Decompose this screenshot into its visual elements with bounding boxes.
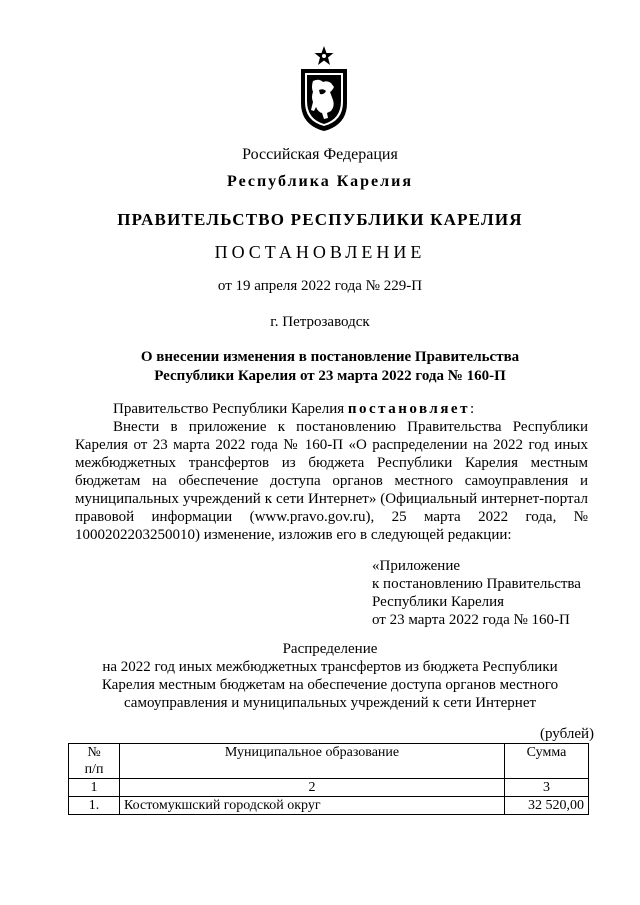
distribution-line-2: Карелия местным бюджетам на обеспечение доступа органов местного bbox=[101, 677, 559, 693]
header-number-line-2: п/п bbox=[84, 762, 104, 777]
header-sum: Сумма bbox=[505, 744, 589, 779]
table-header-row bbox=[69, 744, 589, 779]
intro-suffix: : bbox=[469, 401, 475, 417]
currency-unit: (рублей) bbox=[540, 726, 595, 742]
distribution-line-1: на 2022 год иных межбюджетных трансфертов из бюджета Республики bbox=[102, 659, 558, 675]
row-number: 1. bbox=[69, 797, 120, 815]
table-row bbox=[69, 797, 589, 815]
distribution-heading: Распределение bbox=[282, 641, 378, 657]
intro-prefix: Правительство Республики Карелия bbox=[113, 401, 348, 417]
appendix-note bbox=[372, 557, 581, 629]
row-sum: 32 520,00 bbox=[505, 797, 589, 815]
column-number-1: 1 bbox=[69, 779, 120, 797]
coat-of-arms-icon bbox=[297, 45, 351, 133]
document-subject bbox=[140, 348, 520, 386]
header-number bbox=[69, 744, 120, 779]
intro-resolves: постановляет bbox=[347, 401, 470, 417]
appendix-line-3: Республики Карелия bbox=[372, 594, 505, 610]
header-municipality: Муниципальное образование bbox=[120, 744, 505, 779]
column-number-3: 3 bbox=[505, 779, 589, 797]
date-number: от 19 апреля 2022 года № 229-П bbox=[217, 278, 423, 294]
government-title: ПРАВИТЕЛЬСТВО РЕСПУБЛИКИ КАРЕЛИЯ bbox=[117, 210, 523, 229]
subject-line-1: О внесении изменения в постановление Правительства bbox=[140, 349, 520, 365]
republic-name: Республика Карелия bbox=[227, 173, 413, 190]
body-paragraph: Внести в приложение к постановлению Правительства Республики Карелия от 23 марта 2022 года № 160-П «О распределении на 2022 год иных межбюджетных трансфертов из бюджета Республики Карелия местным бюджетам на обеспечение доступа органов местного самоуправления и муниципальных учреждений к сети Интернет» (Официальный интернет-портал правовой информации (www.pravo.gov.ru), 25 марта 2022 года, № 1000202203250010) изменение, изложив его в следующей редакции: bbox=[75, 419, 588, 543]
country-name: Российская Федерация bbox=[242, 146, 398, 163]
row-municipality: Костомукшский городской округ bbox=[120, 797, 505, 815]
distribution-line-3: самоуправления и муниципальных учреждений к сети Интернет bbox=[123, 695, 537, 711]
document-type: ПОСТАНОВЛЕНИЕ bbox=[214, 242, 426, 262]
table-column-numbers-row bbox=[69, 779, 589, 797]
appendix-line-2: к постановлению Правительства bbox=[372, 576, 581, 592]
header-number-line-1: № bbox=[87, 745, 101, 760]
distribution-title bbox=[70, 640, 590, 712]
intro-sentence bbox=[75, 400, 588, 418]
column-number-2: 2 bbox=[120, 779, 505, 797]
appendix-line-1: «Приложение bbox=[372, 558, 461, 574]
subject-line-2: Республики Карелия от 23 марта 2022 года № 160-П bbox=[154, 368, 506, 384]
appendix-line-4: от 23 марта 2022 года № 160-П bbox=[372, 612, 570, 628]
city: г. Петрозаводск bbox=[270, 314, 370, 330]
distribution-table bbox=[68, 743, 589, 815]
